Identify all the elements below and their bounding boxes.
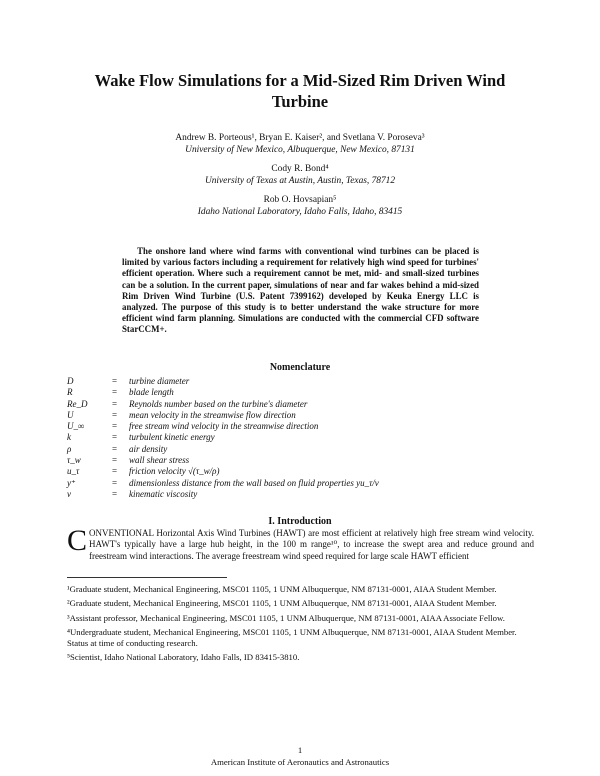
nomenclature-item (67, 399, 537, 410)
nomenclature-item (67, 376, 537, 387)
affiliation-1: University of New Mexico, Albuquerque, New Mexico, 87131 (185, 144, 415, 155)
nomenclature-symbol: U (67, 409, 74, 420)
equals-sign: = (112, 376, 118, 386)
author-line-2: Cody R. Bond⁴ (271, 164, 329, 174)
section-heading-introduction: I. Introduction (268, 516, 332, 527)
nomenclature-item (67, 466, 537, 477)
nomenclature-symbol: R (67, 387, 73, 398)
nomenclature-definition: Reynolds number based on the turbine's diameter (129, 398, 308, 409)
footnote: ⁵Scientist, Idaho National Laboratory, Idaho Falls, ID 83415-3810. (67, 652, 300, 663)
nomenclature-definition: turbulent kinetic energy (129, 432, 215, 443)
nomenclature-definition: dimensionless distance from the wall based on fluid properties yu_τ/ν (129, 477, 379, 488)
nomenclature-item (67, 432, 537, 443)
equals-sign: = (112, 455, 118, 466)
footnotes (67, 584, 534, 667)
affiliation-3: Idaho National Laboratory, Idaho Falls, Idaho, 83415 (197, 206, 403, 217)
nomenclature-item (67, 489, 537, 500)
nomenclature-symbol: U_∞ (67, 421, 85, 432)
footnote-rule (67, 577, 227, 578)
paper-title: Wake Flow Simulations for a Mid-Sized Rim Driven Wind Turbine (94, 71, 506, 111)
nomenclature-item (67, 478, 537, 489)
nomenclature-list (67, 376, 537, 500)
equals-sign: = (112, 398, 118, 409)
nomenclature-definition: kinematic viscosity (129, 488, 198, 499)
drop-cap: C (67, 524, 88, 557)
nomenclature-symbol: u_τ (67, 466, 80, 477)
nomenclature-item (67, 387, 537, 398)
nomenclature-definition: mean velocity in the streamwise flow direction (129, 409, 296, 420)
equals-sign: = (112, 421, 118, 432)
nomenclature-symbol: τ_w (67, 455, 81, 466)
nomenclature-item (67, 455, 537, 466)
nomenclature-item (67, 410, 537, 421)
nomenclature-item (67, 421, 537, 432)
nomenclature-symbol: ρ (67, 443, 72, 454)
equals-sign: = (112, 477, 118, 488)
nomenclature-symbol: k (67, 432, 71, 443)
introduction-paragraph (67, 524, 534, 562)
nomenclature-item (67, 444, 537, 455)
nomenclature-symbol: y⁺ (67, 477, 76, 488)
nomenclature-heading: Nomenclature (269, 362, 331, 373)
nomenclature-definition: friction velocity √(τ_w/ρ) (129, 466, 220, 477)
affiliation-2: University of Texas at Austin, Austin, Texas, 78712 (204, 175, 396, 186)
introduction-text: ONVENTIONAL Horizontal Axis Wind Turbines (HAWT) are most efficient at relatively high free stream wind velocity. HAWT's typically have a large hub height, in the 100 m range¹⁰, to increase the swept area and reduce ground and freestream wind interactions. The average freestream wind speed required for large scale HAWT efficient (89, 528, 534, 561)
footnote: ⁴Undergraduate student, Mechanical Engineering, MSC01 1105, 1 UNM Albuquerque, NM 87131-0001, AIAA Student Member. Status at time of conducting research. (67, 626, 517, 649)
equals-sign: = (112, 466, 118, 477)
page-number: 1 (297, 745, 303, 755)
nomenclature-symbol: Re_D (67, 398, 88, 409)
nomenclature-symbol: D (67, 376, 74, 386)
nomenclature-definition: blade length (129, 387, 174, 398)
footnote: ¹Graduate student, Mechanical Engineering, MSC01 1105, 1 UNM Albuquerque, NM 87131-0001, AIAA Student Member. (67, 584, 497, 594)
nomenclature-definition: wall shear stress (129, 455, 190, 466)
equals-sign: = (112, 409, 118, 420)
author-block (70, 133, 530, 218)
footnote: ²Graduate student, Mechanical Engineering, MSC01 1105, 1 UNM Albuquerque, NM 87131-0001, AIAA Student Member. (67, 598, 497, 609)
journal-footer: American Institute of Aeronautics and Astronautics (210, 757, 390, 767)
author-line-1: Andrew B. Porteous¹, Bryan E. Kaiser², and Svetlana V. Poroseva³ (175, 133, 425, 143)
equals-sign: = (112, 488, 118, 499)
author-line-3: Rob O. Hovsapian⁵ (263, 195, 337, 205)
nomenclature-definition: free stream wind velocity in the streamwise direction (129, 421, 319, 432)
footnote: ³Assistant professor, Mechanical Engineering, MSC01 1105, 1 UNM Albuquerque, NM 87131-0001, AIAA Associate Fellow. (67, 612, 505, 623)
nomenclature-definition: air density (129, 443, 168, 454)
nomenclature-symbol: ν (67, 488, 71, 499)
equals-sign: = (112, 432, 118, 443)
abstract: The onshore land where wind farms with conventional wind turbines can be placed is limited by various factors including a requirement for relatively high wind speed for turbines' efficient operation. Where such a requirement cannot be met, mid- and small-sized turbines can be a solution. In the current paper, simulations of near and far wakes behind a mid-sized Rim Driven Wind Turbine (U.S. Patent 7399162) developed by Keuka Energy LLC is analyzed. The purpose of this study is to better understand the wake structure for more efficient wind farm planning. Simulations are conducted with the commercial CFD software StarCCM+. (122, 246, 479, 335)
equals-sign: = (112, 387, 118, 398)
nomenclature-definition: turbine diameter (129, 376, 190, 386)
equals-sign: = (112, 443, 118, 454)
